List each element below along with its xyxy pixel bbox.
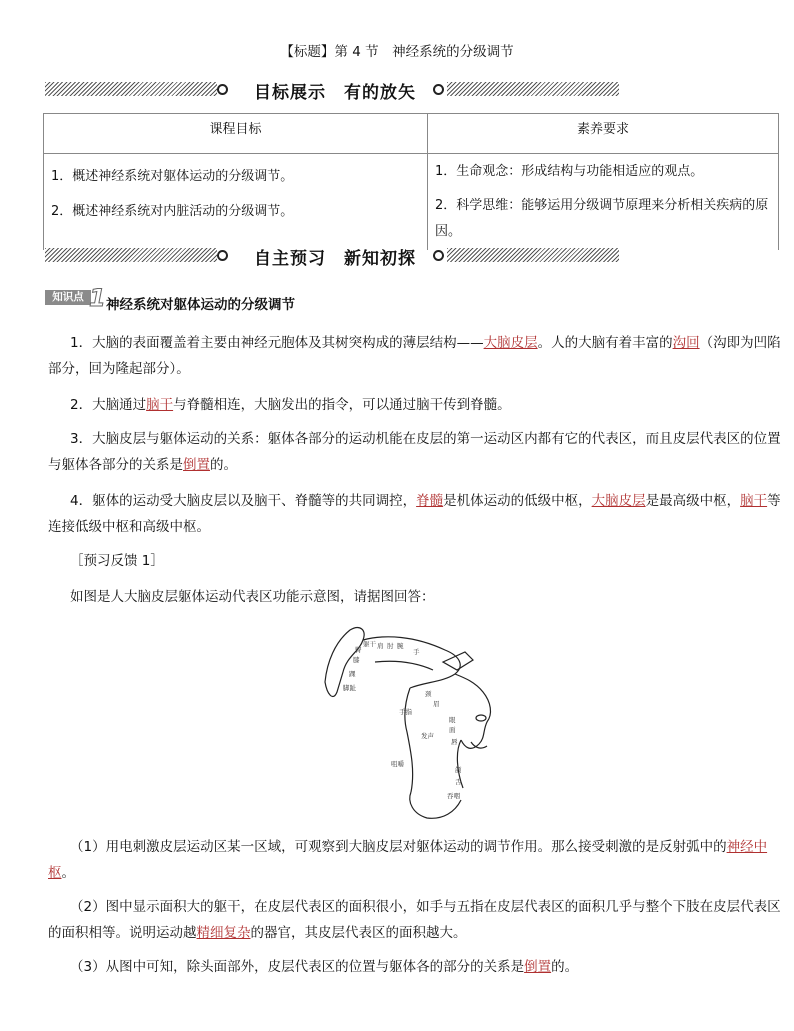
- feedback-label: ［预习反馈 1］: [70, 553, 164, 569]
- banner-preview-text: 自主预习 新知初探: [254, 249, 416, 269]
- answer-blank: 大脑皮层: [483, 335, 538, 351]
- label-knee: 膝: [353, 656, 360, 664]
- label-chewing: 咀嚼: [391, 760, 404, 768]
- label-tongue: 舌: [455, 778, 462, 786]
- paragraph-2: 2．大脑通过脑干与脊髓相连，大脑发出的指令，可以通过脑干传到脊髓。: [70, 397, 511, 413]
- question-1: （1）用电刺激皮层运动区某一区域，可观察到大脑皮层对躯体运动的调节作用。那么接受刺激的是反射弧中的神经中枢。: [48, 839, 768, 881]
- label-hip: 臀: [355, 646, 362, 654]
- answer-blank: 沟回: [672, 335, 700, 351]
- col-header-literacy: 素养要求: [428, 114, 779, 154]
- label-neck: 颈: [425, 690, 432, 698]
- homunculus-drawing: [315, 622, 505, 822]
- label-toes: 脚趾: [343, 684, 356, 692]
- answer-blank: 脑干: [146, 397, 174, 413]
- col-header-course-goals: 课程目标: [44, 114, 428, 154]
- answer-blank: 脑干: [740, 493, 768, 509]
- label-fingers: 手指: [399, 708, 412, 716]
- banner-goals-text: 目标展示 有的放矢: [254, 83, 416, 103]
- goal-item-1: 1．概述神经系统对躯体运动的分级调节。: [51, 169, 294, 184]
- label-shoulder: 肩: [377, 642, 384, 650]
- question-3: （3）从图中可知，除头面部外，皮层代表区的位置与躯体各的部分的关系是倒置的。: [70, 959, 579, 975]
- motor-cortex-homunculus-figure: [315, 622, 505, 822]
- label-jaw: 颌: [455, 766, 462, 774]
- goals-table: [43, 113, 779, 250]
- answer-blank: 倒置: [524, 959, 552, 975]
- answer-blank: 脊髓: [416, 493, 444, 509]
- answer-blank: 大脑皮层: [591, 493, 646, 509]
- label-hand: 手: [413, 648, 420, 656]
- label-vocalization: 发声: [421, 732, 434, 740]
- section-banner-goals: [45, 78, 625, 104]
- literacy-item-2: 2．科学思维：能够运用分级调节原理来分析相关疾病的原因。: [435, 198, 769, 239]
- paragraph-1: 1．大脑的表面覆盖着主要由神经元胞体及其树突构成的薄层结构——大脑皮层。人的大脑有着丰富的沟回（沟即为凹陷部分，回为隆起部分）。: [48, 335, 781, 377]
- question-2: （2）图中显示面积大的躯干，在皮层代表区的面积很小，如手与五指在皮层代表区的面积几乎与整个下肢在皮层代表区的面积相等。说明运动越精细复杂的器官，其皮层代表区的面积越大。: [48, 899, 781, 941]
- page-title: 【标题】第 4 节 神经系统的分级调节: [280, 44, 514, 60]
- section-banner-preview: [45, 244, 625, 270]
- answer-blank: 精细复杂: [196, 925, 251, 941]
- label-lips: 唇: [451, 738, 458, 746]
- knowledge-tag-number: 1: [89, 284, 106, 312]
- knowledge-tag-label: 知识点: [45, 290, 91, 305]
- knowledge-point-tag: [45, 284, 106, 312]
- answer-blank: 倒置: [183, 457, 210, 473]
- label-ankle: 踝: [349, 670, 356, 678]
- label-wrist: 腕: [397, 642, 404, 650]
- label-face: 面: [449, 726, 456, 734]
- label-trunk: 躯干: [363, 640, 376, 648]
- paragraph-3: 3．大脑皮层与躯体运动的关系：躯体各部分的运动机能在皮层的第一运动区内都有它的代表区，而且皮层代表区的位置与躯体各部分的关系是倒置的。: [48, 431, 781, 473]
- paragraph-4: 4．躯体的运动受大脑皮层以及脑干、脊髓等的共同调控，脊髓是机体运动的低级中枢，大脑皮层是最高级中枢，脑干等连接低级中枢和高级中枢。: [48, 493, 781, 535]
- label-brow: 眉: [433, 700, 440, 708]
- goal-item-2: 2．概述神经系统对内脏活动的分级调节。: [51, 204, 294, 219]
- section-heading: 神经系统对躯体运动的分级调节: [106, 297, 295, 313]
- label-eye: 眼: [449, 716, 456, 724]
- figure-intro: 如图是人大脑皮层躯体运动代表区功能示意图，请据图回答：: [70, 589, 435, 605]
- answer-blank: 神经中枢: [48, 839, 768, 881]
- label-swallowing: 吞咽: [447, 792, 460, 800]
- literacy-item-1: 1．生命观念：形成结构与功能相适应的观点。: [435, 164, 704, 179]
- label-elbow: 肘: [387, 642, 394, 650]
